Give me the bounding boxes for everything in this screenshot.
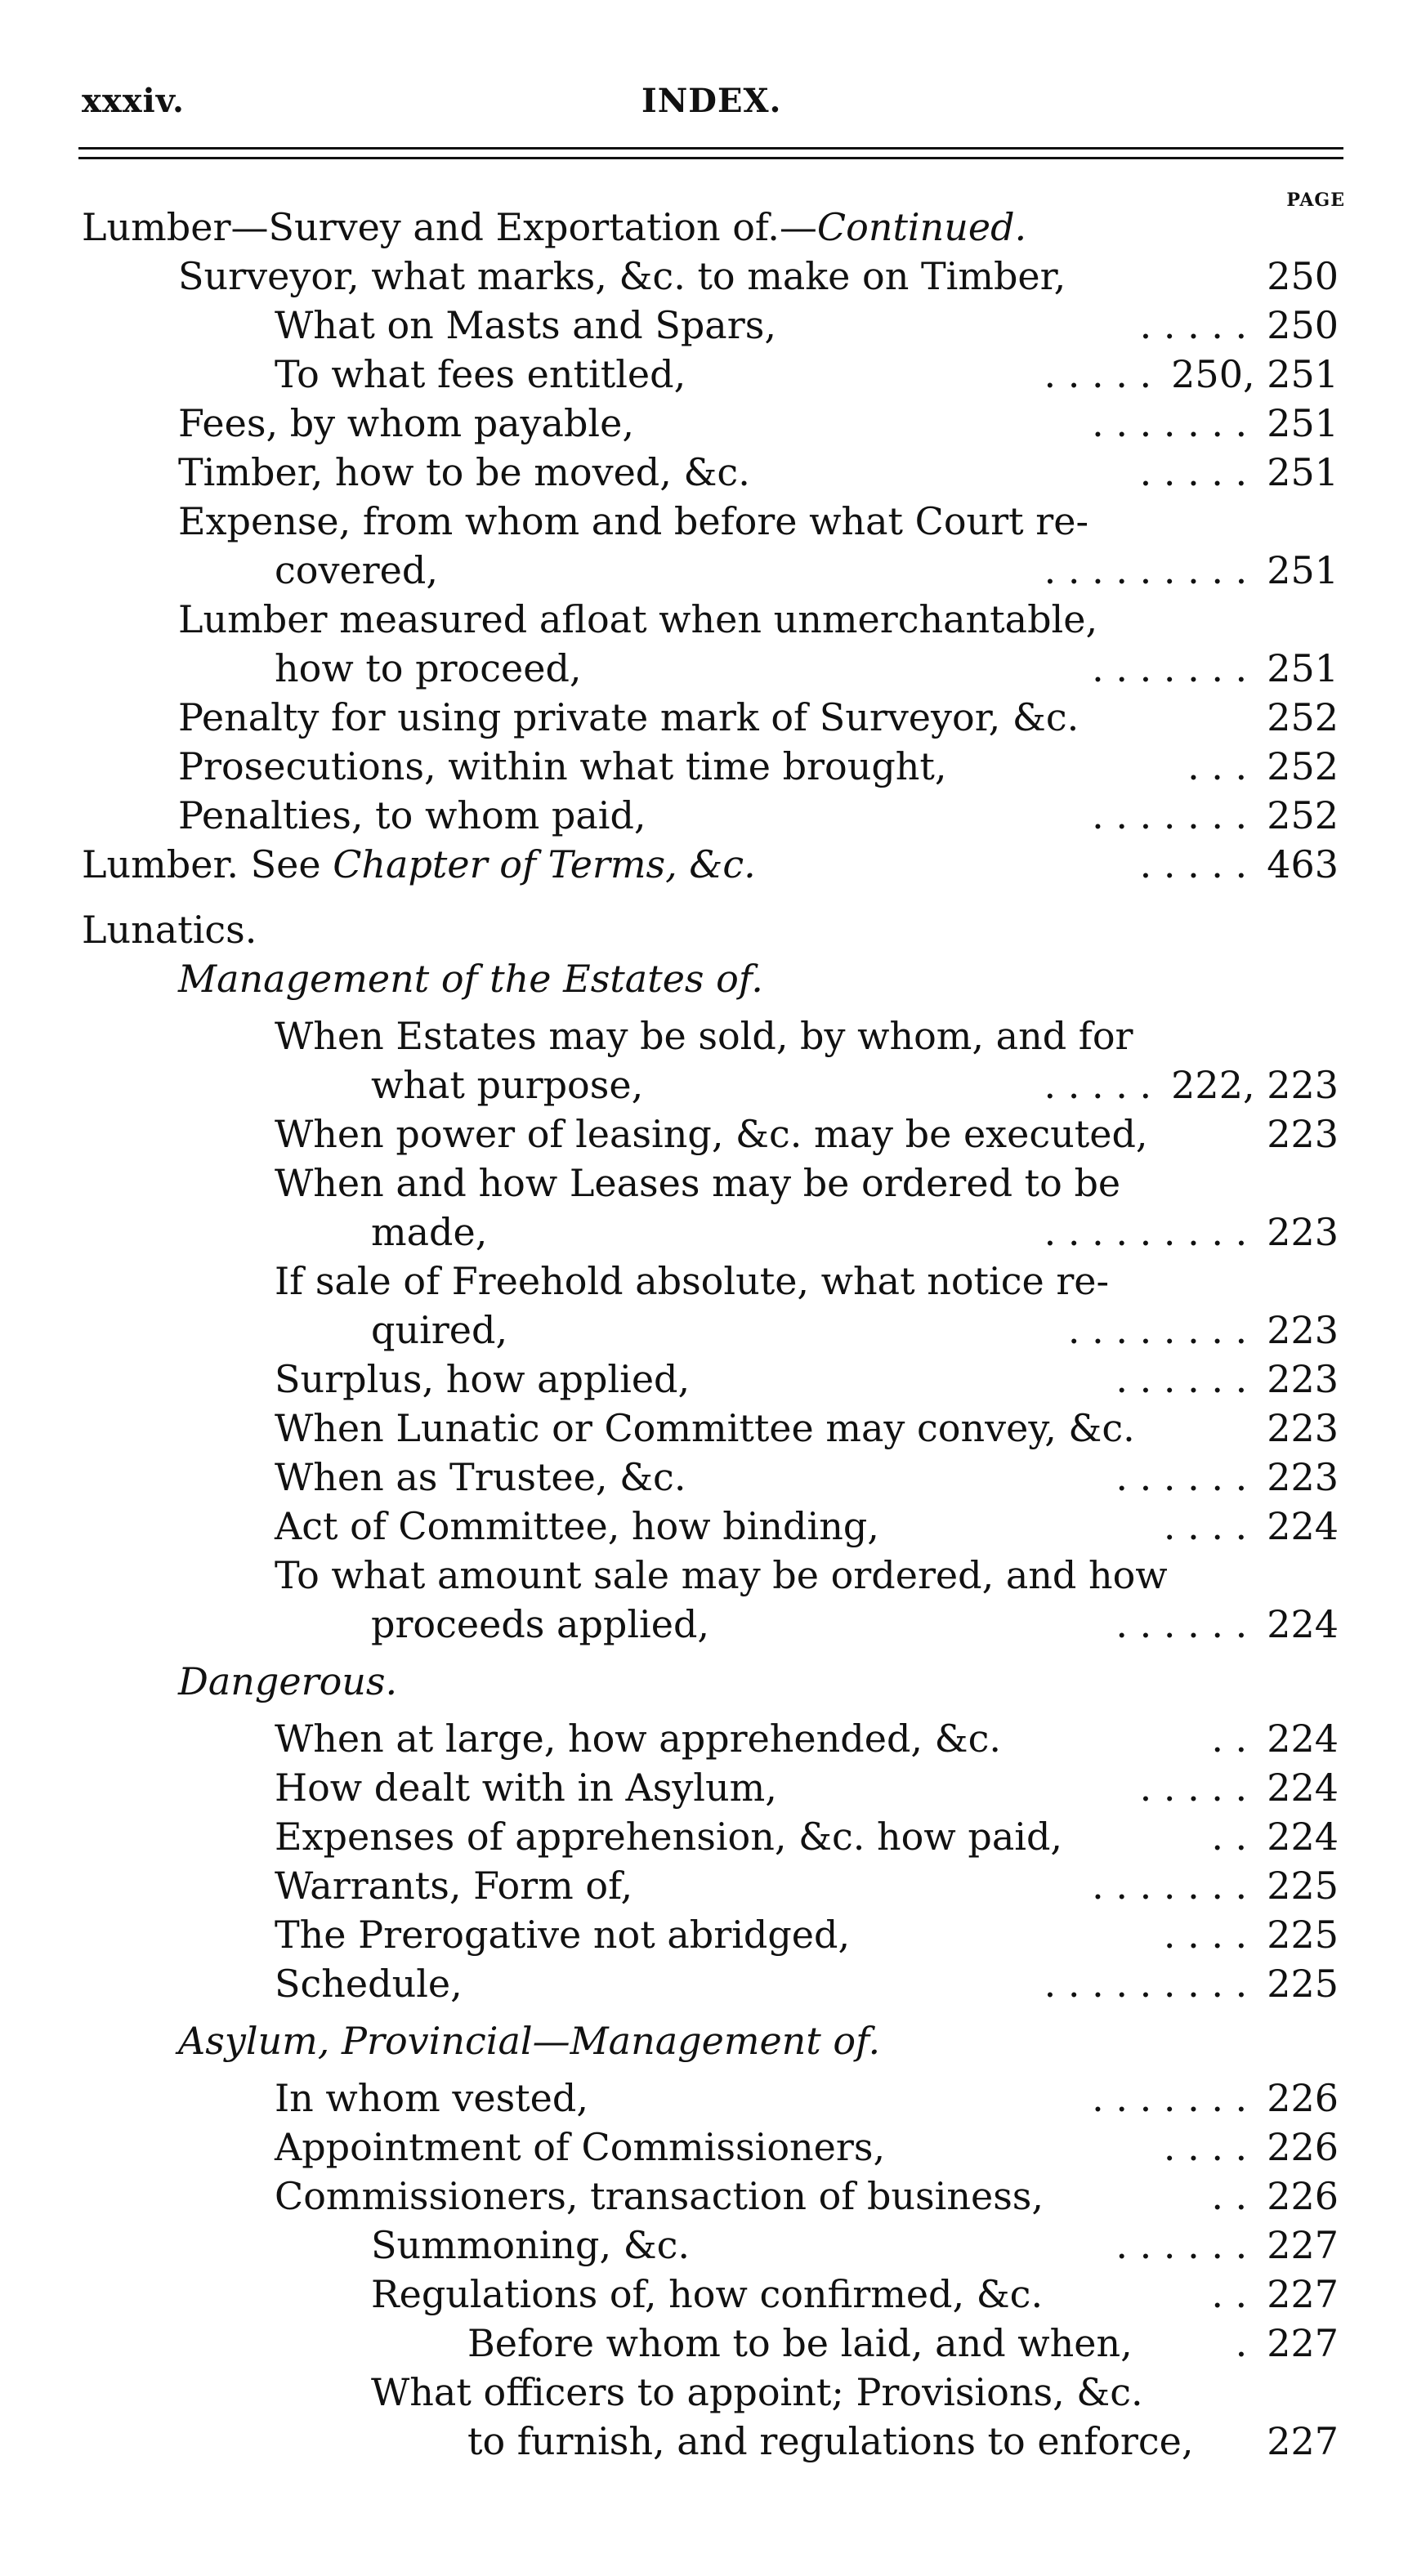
dot-leader: . . . . [1163,2125,1248,2169]
index-entry-page: 250 [1267,254,1339,298]
index-entry-text: What on Masts and Spars, [275,303,776,347]
index-entry-page: 250, 251 [1171,352,1339,396]
dot-leader: . . . . . . [1115,2223,1248,2267]
index-entry-text: what purpose, [371,1063,644,1107]
index-entry [275,1912,850,1958]
index-entry [371,1601,709,1647]
index-entry-page: 224 [1267,1504,1339,1548]
index-entry-text: Surplus, how applied, [275,1357,691,1401]
index-entry-page: 223 [1267,1406,1339,1450]
index-entry-page: 223 [1267,1455,1339,1499]
dot-leader: . . [1211,1815,1248,1859]
dot-leader: . [1235,2321,1248,2365]
page-column-label: PAGE [1286,190,1345,211]
index-entry-text: Act of Committee, how binding, [275,1504,879,1548]
index-entry-text: In whom vested, [275,2076,588,2120]
index-entry [275,1405,1135,1451]
dot-leader: . . . . [1163,1913,1248,1957]
index-entry-text: Penalties, to whom paid, [178,793,646,837]
dot-leader: . . . . . . . . . [1044,1962,1248,2006]
index-entry-text: Lumber—Survey and Exportation of.— [82,205,817,249]
index-entry [178,498,1088,544]
index-entry-text: quired, [371,1308,508,1352]
index-entry-text: Expense, from whom and before what Court re- [178,499,1089,543]
dot-leader: . . . . . [1139,450,1248,494]
index-entry-text: covered, [275,548,438,592]
index-entry-text: When as Trustee, &c. [275,1455,686,1499]
index-entry-page: 223 [1267,1357,1339,1401]
index-entry-page: 224 [1267,1602,1339,1646]
dot-leader: . . . . . . . [1092,401,1248,445]
index-entry-text: When and how Leases may be ordered to be [275,1161,1121,1205]
index-entry [371,1209,487,1255]
index-entry [275,1503,879,1549]
index-entry [371,2369,1143,2415]
index-entry [178,956,763,1002]
index-entry [82,204,1026,250]
index-entry-text: Surveyor, what marks, &c. to make on Timber, [178,254,1066,298]
index-entry-page: 463 [1267,842,1339,886]
index-entry-page: 227 [1267,2272,1339,2316]
index-entry [371,2222,690,2268]
index-entry-text: Lumber measured afloat when unmerchantable, [178,597,1098,641]
index-entry [275,645,582,691]
index-entry [275,1765,777,1810]
index-entry-page: 226 [1267,2174,1339,2218]
index-entry-text: To what amount sale may be ordered, and how [275,1553,1168,1597]
index-entry-text: Schedule, [275,1962,463,2006]
index-entry-page: 224 [1267,1815,1339,1859]
index-entry [275,1814,1062,1859]
index-entry-italic-text: Continued. [816,205,1027,249]
index-entry-page: 226 [1267,2076,1339,2120]
index-entry-page: 251 [1267,401,1339,445]
index-entry-text: Penalty for using private mark of Surveyor, &c. [178,695,1080,739]
index-entry [178,400,634,446]
index-entry-page: 227 [1267,2321,1339,2365]
index-entry-text: Summoning, &c. [371,2223,691,2267]
dot-leader: . . . . . . . [1092,1864,1248,1908]
index-entry-page: 252 [1267,744,1339,788]
index-entry-page: 222, 223 [1171,1063,1339,1107]
index-entry-page: 223 [1267,1210,1339,1254]
index-entry [178,792,646,838]
page-folio: xxxiv. [82,82,185,120]
dot-leader: . . [1211,2272,1248,2316]
index-entry-text: Lumber. See [82,842,333,886]
dot-leader: . . . . . [1139,842,1248,886]
index-entry-page: 224 [1267,1717,1339,1761]
index-entry [275,1961,463,2007]
index-entry-page: 252 [1267,793,1339,837]
index-entry [178,694,1079,740]
index-entry-text: If sale of Freehold absolute, what notice re- [275,1259,1110,1303]
index-entry [82,907,257,953]
index-entry [178,2018,880,2064]
index-entry-text: proceeds applied, [371,1602,710,1646]
dot-leader: . . . . . . . . . [1044,1210,1248,1254]
dot-leader: . . . . . . . [1092,793,1248,837]
index-entry-text: Prosecutions, within what time brought, [178,744,947,788]
index-entry [275,1013,1133,1059]
index-entry-page: 225 [1267,1864,1339,1908]
dot-leader: . . . . . [1044,352,1152,396]
dot-leader: . . [1211,1717,1248,1761]
index-entry [467,2320,1133,2366]
index-entry-page: 224 [1267,1766,1339,1810]
index-entry [178,449,750,495]
index-entry [275,1552,1168,1598]
index-entry-page: 223 [1267,1308,1339,1352]
dot-leader: . . . . . . [1115,1357,1248,1401]
index-entry [275,2075,588,2121]
index-entry-text: how to proceed, [275,646,582,690]
index-entry [275,547,438,593]
dot-leader: . . . . . . [1115,1455,1248,1499]
index-entry [275,1160,1120,1206]
dot-leader: . . . . [1163,1504,1248,1548]
index-entry [371,2271,1043,2317]
index-entry-text: made, [371,1210,488,1254]
index-entry-italic-text: Dangerous. [178,1659,398,1703]
index-entry [275,2124,885,2170]
index-entry [178,743,947,789]
dot-leader: . . . . . . . . . [1044,548,1248,592]
index-entry [275,1356,690,1402]
dot-leader: . . . . . . [1115,1602,1248,1646]
index-entry-text: to furnish, and regulations to enforce, [467,2419,1194,2463]
index-entry [371,1307,507,1353]
index-entry-text: Warrants, Form of, [275,1864,633,1908]
dot-leader: . . . . . [1139,303,1248,347]
index-entry [275,1454,686,1500]
index-entry-page: 227 [1267,2223,1339,2267]
index-entry [275,302,776,348]
index-entry-page: 250 [1267,303,1339,347]
index-entry-text: Before whom to be laid, and when, [467,2321,1133,2365]
index-entry [275,351,686,397]
index-entry [82,842,756,887]
index-entry [178,1659,397,1704]
index-entry-italic-text: Chapter of Terms, &c. [333,842,756,886]
index-entry-text: Commissioners, transaction of business, [275,2174,1044,2218]
index-entry-text: When Lunatic or Committee may convey, &c. [275,1406,1135,1450]
dot-leader: . . . . . [1139,1766,1248,1810]
index-entry-text: Appointment of Commissioners, [275,2125,886,2169]
index-entry-italic-text: Management of the Estates of. [178,957,763,1001]
index-entry-page: 225 [1267,1962,1339,2006]
index-entry-text: The Prerogative not abridged, [275,1913,851,1957]
page-running-title: INDEX. [641,82,782,120]
index-entry-text: What officers to appoint; Provisions, &c. [371,2370,1143,2414]
index-entry [275,1258,1109,1304]
index-entry [275,2173,1044,2219]
index-entry-text: When at large, how apprehended, &c. [275,1717,1001,1761]
index-entry-text: When power of leasing, &c. may be executed, [275,1112,1148,1156]
index-entry-text: Expenses of apprehension, &c. how paid, [275,1815,1063,1859]
index-entry-text: Lunatics. [82,908,257,952]
index-entry-page: 227 [1267,2419,1339,2463]
index-entry [371,1062,643,1108]
dot-leader: . . [1211,2174,1248,2218]
index-entry-text: Timber, how to be moved, &c. [178,450,750,494]
index-entry-text: How dealt with in Asylum, [275,1766,777,1810]
index-entry [275,1863,633,1909]
index-entry [275,1111,1148,1157]
dot-leader: . . . . . . . . [1067,1308,1248,1352]
index-entry [178,253,1066,299]
index-entry-page: 252 [1267,695,1339,739]
index-entry-text: When Estates may be sold, by whom, and for [275,1014,1133,1058]
index-entry-page: 223 [1267,1112,1339,1156]
index-entry-page: 251 [1267,646,1339,690]
index-entry-page: 251 [1267,548,1339,592]
dot-leader: . . . . . . . [1092,2076,1248,2120]
dot-leader: . . . [1187,744,1248,788]
index-entry-italic-text: Asylum, Provincial—Management of. [178,2019,881,2063]
dot-leader: . . . . . . . [1092,646,1248,690]
index-entry-text: Regulations of, how confirmed, &c. [371,2272,1044,2316]
index-entry [467,2418,1194,2464]
index-entry-text: To what fees entitled, [275,352,686,396]
index-entry [275,1716,1001,1761]
index-entry-text: Fees, by whom payable, [178,401,634,445]
index-entry-page: 226 [1267,2125,1339,2169]
index-entry [178,596,1097,642]
index-entry-page: 225 [1267,1913,1339,1957]
dot-leader: . . . . . [1044,1063,1152,1107]
index-entry-page: 251 [1267,450,1339,494]
